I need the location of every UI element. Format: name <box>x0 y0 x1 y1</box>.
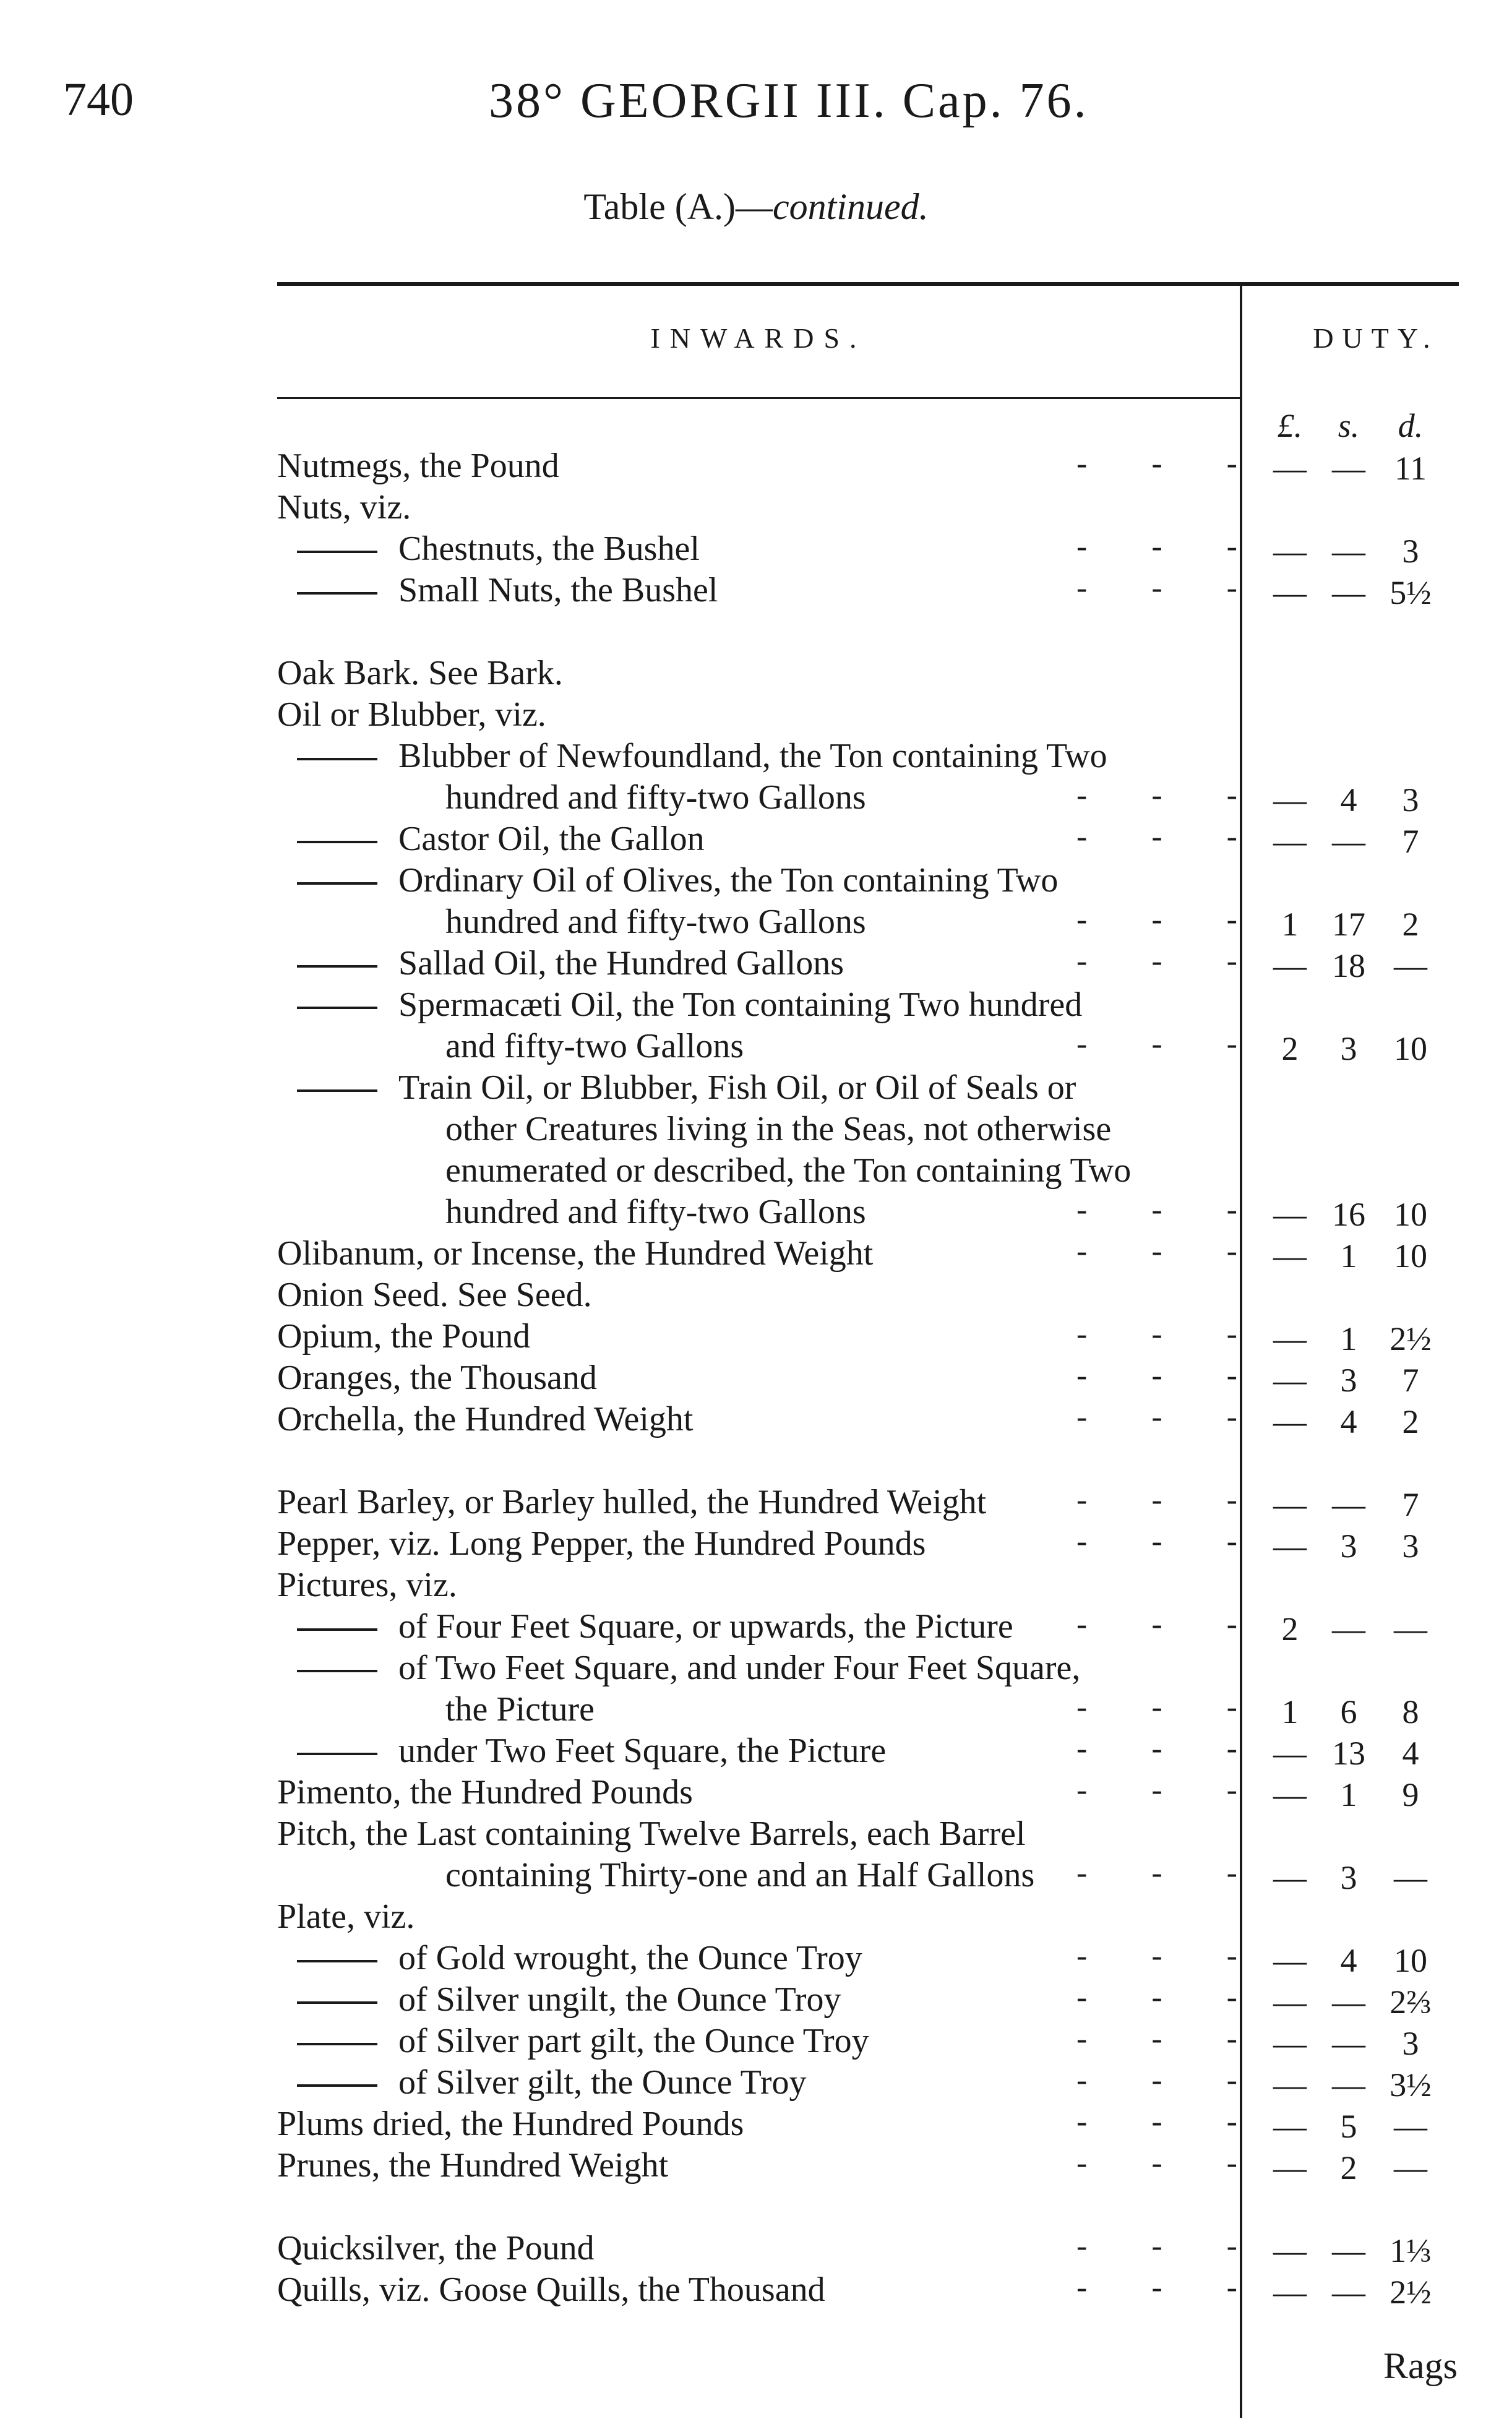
dot-leaders: - - - <box>1076 1026 1237 1062</box>
pence-cell: 2⅔ <box>1390 1983 1432 2021</box>
pounds-cell: — <box>1273 2274 1307 2311</box>
page-number: 740 <box>63 74 134 126</box>
pence-cell: — <box>1394 2149 1427 2186</box>
article-text: of Gold wrought, the Ounce Troy <box>398 1939 862 1977</box>
article-text: Train Oil, or Blubber, Fish Oil, or Oil of Seals or <box>398 1068 1076 1107</box>
table-row <box>277 1316 530 1357</box>
shillings-cell: — <box>1332 2274 1365 2311</box>
caption-continued: continued. <box>773 186 929 227</box>
catchword: Rags <box>1383 2345 1458 2386</box>
ditto-dash <box>297 1628 377 1631</box>
table-row <box>297 1648 1080 1688</box>
table-row <box>445 1150 1131 1191</box>
shillings-cell: 3 <box>1340 1528 1357 1565</box>
ditto-dash <box>297 551 377 553</box>
article-text: Castor Oil, the Gallon <box>398 820 705 858</box>
table-row <box>445 1855 1034 1896</box>
article-text: of Silver ungilt, the Ounce Troy <box>398 1980 841 2019</box>
article-text: Nutmegs, the Pound <box>277 447 559 485</box>
shillings-header: s. <box>1338 407 1360 444</box>
article-text: Ordinary Oil of Olives, the Ton containing Two <box>398 861 1059 900</box>
ditto-dash <box>297 2084 377 2087</box>
table-row <box>297 2021 869 2061</box>
table-row <box>445 1689 595 1730</box>
ditto-dash <box>297 1960 377 1962</box>
table-row <box>297 570 718 611</box>
shillings-cell: 3 <box>1340 1030 1357 1067</box>
shillings-cell: — <box>1332 2025 1365 2062</box>
pence-cell: 7 <box>1402 1362 1419 1399</box>
pounds-cell: — <box>1273 574 1307 611</box>
dot-leaders: - - - <box>1076 1234 1237 1269</box>
pounds-cell: — <box>1273 1196 1307 1233</box>
shillings-cell: — <box>1332 533 1365 570</box>
shillings-cell: — <box>1332 1610 1365 1648</box>
pence-cell: — <box>1394 947 1427 984</box>
table-row <box>277 1772 693 1813</box>
table-row <box>277 445 559 486</box>
shillings-cell: — <box>1332 2066 1365 2103</box>
pounds-cell: — <box>1273 2066 1307 2103</box>
pence-cell: 8 <box>1402 1693 1419 1730</box>
table-row <box>277 1896 415 1937</box>
pence-cell: 4 <box>1402 1735 1419 1772</box>
table-row <box>297 1938 862 1979</box>
dot-leaders: - - - <box>1076 2228 1237 2264</box>
pounds-cell: — <box>1273 1486 1307 1523</box>
pence-cell: 10 <box>1394 1196 1427 1233</box>
inwards-column-header: INWARDS. <box>650 322 867 354</box>
table-caption <box>0 186 1512 228</box>
pounds-cell: — <box>1273 1528 1307 1565</box>
dot-leaders: - - - <box>1076 1980 1237 2015</box>
article-text: Opium, the Pound <box>277 1317 531 1356</box>
dot-leaders: - - - <box>1076 943 1237 979</box>
running-head: 38° GEORGII III. Cap. 76. <box>489 74 1089 128</box>
pounds-cell: — <box>1273 947 1307 984</box>
article-text: hundred and fifty-two Gallons <box>445 778 866 817</box>
table-row <box>277 2103 744 2144</box>
table-row <box>297 1067 1076 1108</box>
dot-leaders: - - - <box>1076 1607 1237 1642</box>
table-row <box>297 943 844 984</box>
shillings-cell: — <box>1332 574 1365 611</box>
dot-leaders: - - - <box>1076 1524 1237 1559</box>
pence-cell: 3 <box>1402 781 1419 819</box>
shillings-cell: 3 <box>1340 1362 1357 1399</box>
dot-leaders: - - - <box>1076 446 1237 481</box>
dot-leaders: - - - <box>1076 1317 1237 1352</box>
article-text: Quicksilver, the Pound <box>277 2229 595 2267</box>
article-text: Pimento, the Hundred Pounds <box>277 1773 693 1811</box>
pounds-cell: — <box>1273 1942 1307 1979</box>
pence-cell: 10 <box>1394 1942 1427 1979</box>
table-row <box>297 984 1082 1025</box>
table-row <box>297 1730 886 1771</box>
column-divider <box>1240 283 1242 2418</box>
pounds-cell: — <box>1273 1859 1307 1896</box>
dot-leaders: - - - <box>1076 1772 1237 1808</box>
shillings-cell: — <box>1332 450 1365 487</box>
table-row <box>277 1274 592 1315</box>
dot-leaders: - - - <box>1076 2063 1237 2098</box>
table-row <box>277 1399 693 1440</box>
caption-main: Table (A.)— <box>583 186 773 227</box>
article-text: of Silver gilt, the Ounce Troy <box>398 2063 807 2102</box>
article-text: Onion Seed. See Seed. <box>277 1276 592 1314</box>
pounds-cell: — <box>1273 781 1307 819</box>
shillings-cell: 2 <box>1340 2149 1357 2186</box>
article-text: of Four Feet Square, or upwards, the Picture <box>398 1607 1013 1646</box>
ditto-dash <box>297 882 377 885</box>
pounds-cell: — <box>1273 1735 1307 1772</box>
article-text: Quills, viz. Goose Quills, the Thousand <box>277 2271 825 2309</box>
article-text: enumerated or described, the Ton containing Two <box>445 1151 1132 1190</box>
table-row <box>277 1523 926 1564</box>
ditto-dash <box>297 1670 377 1672</box>
pounds-cell: — <box>1273 2025 1307 2062</box>
article-text: Orchella, the Hundred Weight <box>277 1400 694 1438</box>
pence-cell: 2 <box>1402 906 1419 943</box>
pounds-cell: — <box>1273 1776 1307 1813</box>
article-text: the Picture <box>445 1690 595 1729</box>
table-row <box>297 528 700 569</box>
shillings-cell: — <box>1332 823 1365 860</box>
table-row <box>445 1109 1111 1149</box>
dot-leaders: - - - <box>1076 2270 1237 2305</box>
article-text: containing Thirty-one and an Half Gallons <box>445 1856 1035 1894</box>
table-row <box>297 1979 841 2020</box>
table-row <box>277 2269 825 2310</box>
article-text: Olibanum, or Incense, the Hundred Weight <box>277 1234 874 1273</box>
shillings-cell: 13 <box>1332 1735 1365 1772</box>
dot-leaders: - - - <box>1076 570 1237 606</box>
shillings-cell: 16 <box>1332 1196 1365 1233</box>
article-text: Sallad Oil, the Hundred Gallons <box>398 944 844 982</box>
article-text: under Two Feet Square, the Picture <box>398 1732 887 1770</box>
pence-cell: 2½ <box>1390 1320 1432 1357</box>
table-row <box>277 487 411 528</box>
table-row <box>277 694 546 735</box>
dot-leaders: - - - <box>1076 529 1237 564</box>
ditto-dash <box>297 1007 377 1009</box>
article-text: Small Nuts, the Bushel <box>398 571 718 609</box>
ditto-dash <box>297 965 377 968</box>
pence-header: d. <box>1398 407 1424 444</box>
ditto-dash <box>297 841 377 843</box>
pence-cell: 10 <box>1394 1030 1427 1067</box>
pounds-cell: — <box>1273 533 1307 570</box>
pence-cell: 5½ <box>1390 574 1432 611</box>
pence-cell: — <box>1394 1859 1427 1896</box>
article-text: Plums dried, the Hundred Pounds <box>277 2105 744 2143</box>
table-row <box>297 736 1107 776</box>
article-text: other Creatures living in the Seas, not otherwise <box>445 1110 1112 1148</box>
article-text: and fifty-two Gallons <box>445 1027 744 1065</box>
table-row <box>277 1233 873 1274</box>
article-text: Pearl Barley, or Barley hulled, the Hundred Weight <box>277 1483 987 1521</box>
shillings-cell: 1 <box>1340 1237 1357 1274</box>
pounds-cell: — <box>1273 1320 1307 1357</box>
table-row <box>445 1026 744 1067</box>
pounds-cell: 1 <box>1281 1693 1299 1730</box>
pence-cell: 9 <box>1402 1776 1419 1813</box>
top-rule <box>277 282 1459 286</box>
dot-leaders: - - - <box>1076 1938 1237 1974</box>
article-text: Oak Bark. See Bark. <box>277 654 563 692</box>
pounds-header: £. <box>1277 407 1303 444</box>
article-text: Blubber of Newfoundland, the Ton containing Two <box>398 737 1107 775</box>
dot-leaders: - - - <box>1076 819 1237 854</box>
pounds-cell: 2 <box>1281 1610 1299 1648</box>
table-row <box>297 819 705 859</box>
pence-cell: 1⅓ <box>1390 2232 1432 2269</box>
pounds-cell: — <box>1273 1403 1307 1440</box>
table-row <box>277 2228 595 2269</box>
table-row <box>445 901 866 942</box>
ditto-dash <box>297 758 377 760</box>
shillings-cell: 4 <box>1340 1942 1357 1979</box>
article-text: Chestnuts, the Bushel <box>398 530 700 568</box>
dot-leaders: - - - <box>1076 902 1237 937</box>
pence-cell: 7 <box>1402 823 1419 860</box>
table-row <box>297 2062 807 2103</box>
pence-cell: 3 <box>1402 2025 1419 2062</box>
pounds-cell: 2 <box>1281 1030 1299 1067</box>
article-text: Oil or Blubber, viz. <box>277 695 546 734</box>
shillings-cell: 4 <box>1340 1403 1357 1440</box>
pence-cell: — <box>1394 2108 1427 2145</box>
shillings-cell: 4 <box>1340 781 1357 819</box>
shillings-cell: — <box>1332 1983 1365 2021</box>
shillings-cell: 1 <box>1340 1776 1357 1813</box>
table-row <box>297 1606 1013 1647</box>
ditto-dash <box>297 2001 377 2004</box>
pence-cell: 2½ <box>1390 2274 1432 2311</box>
article-text: Nuts, viz. <box>277 488 411 526</box>
article-text: Prunes, the Hundred Weight <box>277 2146 669 2185</box>
shillings-cell: 5 <box>1340 2108 1357 2145</box>
article-text: Pepper, viz. Long Pepper, the Hundred Pounds <box>277 1524 926 1563</box>
article-text: Pictures, viz. <box>277 1566 457 1604</box>
article-text: of Silver part gilt, the Ounce Troy <box>398 2022 869 2060</box>
dot-leaders: - - - <box>1076 1690 1237 1725</box>
pence-cell: 2 <box>1402 1403 1419 1440</box>
pence-cell: 3 <box>1402 533 1419 570</box>
article-text: Plate, viz. <box>277 1897 415 1936</box>
pounds-cell: — <box>1273 823 1307 860</box>
shillings-cell: — <box>1332 2232 1365 2269</box>
article-text: hundred and fifty-two Gallons <box>445 903 866 941</box>
dot-leaders: - - - <box>1076 2104 1237 2139</box>
dot-leaders: - - - <box>1076 2146 1237 2181</box>
table-row <box>277 2145 668 2186</box>
table-row <box>277 1565 457 1605</box>
table-row <box>445 777 866 818</box>
table-row <box>445 1192 866 1232</box>
article-text: Pitch, the Last containing Twelve Barrels, each Barrel <box>277 1815 1026 1853</box>
pounds-cell: — <box>1273 2232 1307 2269</box>
pounds-cell: 1 <box>1281 906 1299 943</box>
pence-cell: 10 <box>1394 1237 1427 1274</box>
dot-leaders: - - - <box>1076 1192 1237 1227</box>
dot-leaders: - - - <box>1076 1855 1237 1891</box>
pounds-cell: — <box>1273 2108 1307 2145</box>
ditto-dash <box>297 1089 377 1092</box>
table-row <box>277 1482 986 1523</box>
article-text: hundred and fifty-two Gallons <box>445 1193 866 1231</box>
dot-leaders: - - - <box>1076 1399 1237 1435</box>
table-row <box>277 653 563 694</box>
shillings-cell: 17 <box>1332 906 1365 943</box>
pence-cell: 3 <box>1402 1528 1419 1565</box>
pence-cell: 11 <box>1394 450 1427 487</box>
ditto-dash <box>297 2043 377 2045</box>
article-text: of Two Feet Square, and under Four Feet Square, <box>398 1649 1081 1687</box>
dot-leaders: - - - <box>1076 778 1237 813</box>
shillings-cell: 1 <box>1340 1320 1357 1357</box>
pounds-cell: — <box>1273 2149 1307 2186</box>
table-row <box>277 1357 597 1398</box>
pence-cell: — <box>1394 1610 1427 1648</box>
shillings-cell: 3 <box>1340 1859 1357 1896</box>
article-text: Spermacæti Oil, the Ton containing Two hundred <box>398 986 1083 1024</box>
header-rule <box>277 397 1240 399</box>
pence-cell: 3½ <box>1390 2066 1432 2103</box>
ditto-dash <box>297 592 377 595</box>
article-text: Oranges, the Thousand <box>277 1359 597 1397</box>
duty-column-header: DUTY. <box>1313 322 1439 354</box>
dot-leaders: - - - <box>1076 1731 1237 1766</box>
pence-cell: 7 <box>1402 1486 1419 1523</box>
pounds-cell: — <box>1273 1983 1307 2021</box>
shillings-cell: 18 <box>1332 947 1365 984</box>
dot-leaders: - - - <box>1076 1482 1237 1518</box>
dot-leaders: - - - <box>1076 2021 1237 2056</box>
shillings-cell: — <box>1332 1486 1365 1523</box>
pounds-cell: — <box>1273 1362 1307 1399</box>
shillings-cell: 6 <box>1340 1693 1357 1730</box>
table-row <box>297 860 1058 901</box>
pounds-cell: — <box>1273 1237 1307 1274</box>
pounds-cell: — <box>1273 450 1307 487</box>
table-row <box>277 1813 1026 1854</box>
ditto-dash <box>297 1753 377 1755</box>
dot-leaders: - - - <box>1076 1358 1237 1393</box>
